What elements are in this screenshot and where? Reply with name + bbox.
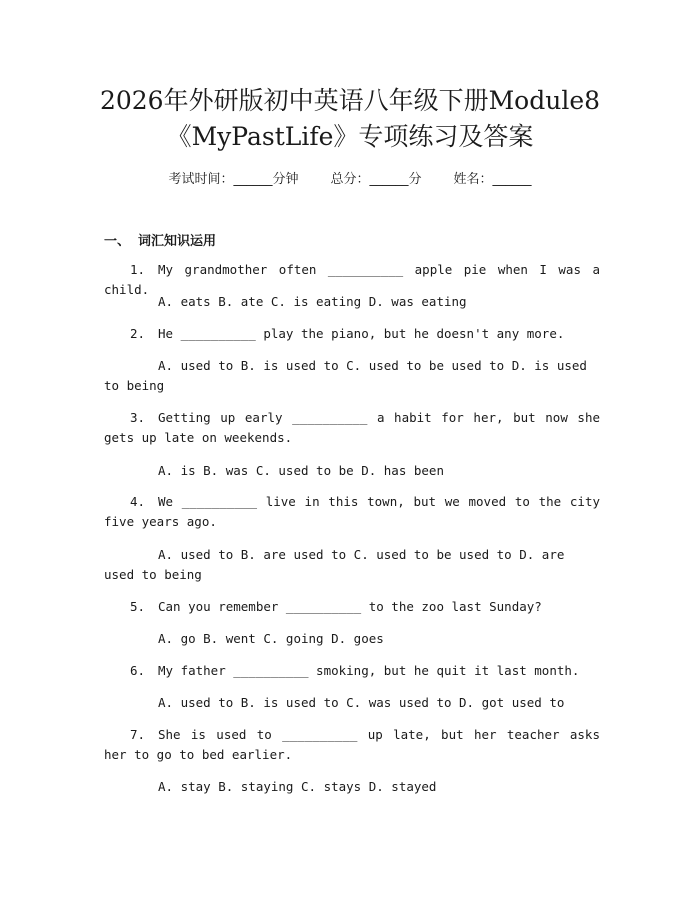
question-number: 3. xyxy=(130,410,146,425)
exam-score: 总分：______分 xyxy=(330,172,422,187)
question-number: 5. xyxy=(130,599,146,614)
question-7 xyxy=(104,725,600,765)
question-text: He __________ play the piano, but he doesn't any more. xyxy=(158,326,565,341)
section-heading xyxy=(104,230,216,249)
question-6 xyxy=(104,661,600,681)
question-text: Getting up early __________ a habit for her, but now she gets up late on weekends. xyxy=(104,410,600,445)
question-2-options: A. used to B. is used to C. used to be used to D. is used to being xyxy=(104,358,587,393)
exam-name: 姓名：______ xyxy=(453,172,532,187)
document-title-line2: 《MyPastLife》专项练习及答案 xyxy=(166,122,534,151)
question-4 xyxy=(104,492,600,532)
question-text: My grandmother often __________ apple pie when I was a child. xyxy=(104,262,600,297)
question-text: My father __________ smoking, but he quit it last month. xyxy=(158,663,580,678)
question-number: 6. xyxy=(130,663,146,678)
question-3 xyxy=(104,408,600,448)
question-number: 1. xyxy=(130,262,146,277)
question-3-options: A. is B. was C. used to be D. has been xyxy=(158,463,444,478)
exam-time: 考试时间：______分钟 xyxy=(168,172,299,187)
exam-info xyxy=(0,168,700,187)
question-text: She is used to __________ up late, but her teacher asks her to go to bed earlier. xyxy=(104,727,600,762)
section-title: 词汇知识运用 xyxy=(138,234,217,249)
question-number: 7. xyxy=(130,727,146,742)
question-5 xyxy=(104,597,600,617)
document-title-line1: 2026年外研版初中英语八年级下册Module8 xyxy=(99,86,601,115)
question-text: We __________ live in this town, but we moved to the city five years ago. xyxy=(104,494,600,529)
question-1-options: A. eats B. ate C. is eating D. was eating xyxy=(158,294,467,309)
question-4-options: A. used to B. are used to C. used to be used to D. are used to being xyxy=(104,547,565,582)
question-5-options: A. go B. went C. going D. goes xyxy=(158,631,384,646)
question-6-options: A. used to B. is used to C. was used to D. got used to xyxy=(158,695,565,710)
section-number: 一、 xyxy=(104,234,131,249)
question-text: Can you remember __________ to the zoo last Sunday? xyxy=(158,599,542,614)
question-2 xyxy=(104,324,600,344)
question-number: 2. xyxy=(130,326,146,341)
question-number: 4. xyxy=(130,494,146,509)
question-7-options: A. stay B. staying C. stays D. stayed xyxy=(158,779,437,794)
